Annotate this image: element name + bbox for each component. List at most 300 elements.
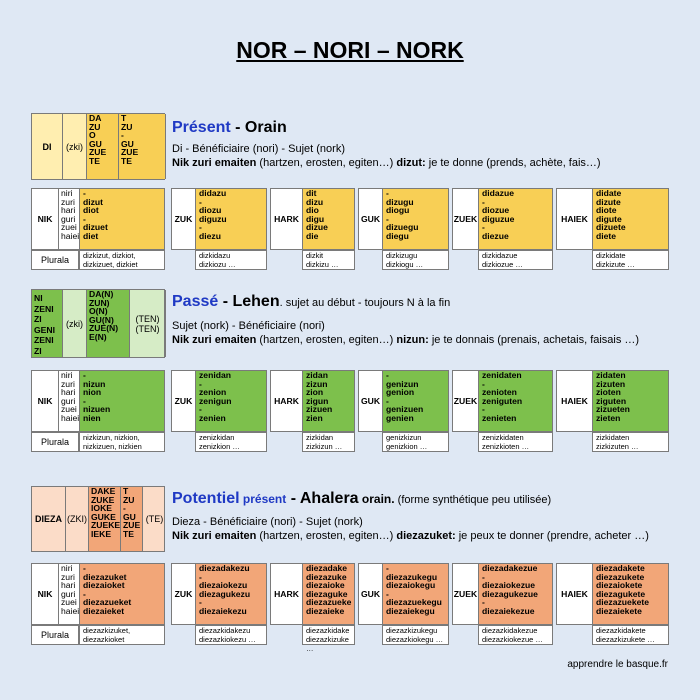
form-line: genien [386, 412, 414, 423]
form-line: digu [306, 213, 325, 224]
conj-group-zuek [452, 370, 553, 432]
heading-separator: - [218, 293, 233, 310]
form-line: dizuete [596, 222, 626, 233]
plural-line: diezazkiokezue … [482, 635, 543, 644]
form-line: diegu [386, 230, 409, 241]
section-heading-potentiel [172, 490, 551, 508]
person-label: ZUK [174, 589, 193, 599]
form-line: diezaiekete [596, 605, 642, 616]
form-line: nion [83, 387, 102, 398]
form-line: zigun [306, 395, 329, 406]
plural-line: dizkidazue [482, 251, 518, 260]
plural-line: diezazkidake [306, 626, 350, 635]
plural-forms [478, 250, 553, 270]
form-line: zenioten [482, 387, 517, 398]
conj-forms [80, 371, 164, 423]
form-line: - [199, 571, 202, 582]
form-line: zeniguten [482, 395, 523, 406]
form-line: ziguten [596, 395, 627, 406]
plural-line: zizkizun … [306, 442, 343, 451]
person-cell [359, 564, 383, 624]
person-label: NIK [37, 214, 53, 224]
person-cell [359, 189, 383, 249]
key-nork-cell [121, 487, 143, 551]
plural-line: diezazkioket [83, 635, 125, 644]
key-zki-cell [63, 290, 87, 357]
person-label: GUK [360, 589, 381, 599]
conj-forms [593, 371, 668, 423]
key-nork-list [119, 114, 165, 166]
form-line: - [482, 571, 485, 582]
form-line: nizuen [83, 404, 111, 415]
plural-line: dizkizu … [306, 260, 339, 269]
form-line: hari [61, 580, 76, 591]
form-line: nizun [83, 378, 106, 389]
conj-group-hark [270, 370, 355, 432]
key-nori-cell [89, 487, 121, 551]
form-line: dizute [596, 196, 621, 207]
section-desc-example [172, 157, 601, 170]
conj-group-guk [358, 188, 449, 250]
person-cell [172, 564, 196, 624]
form-line: didate [596, 188, 622, 198]
key-extra-cell [143, 487, 166, 551]
plural-line: zenizkion … [199, 442, 240, 451]
key-nori-cell [87, 114, 119, 179]
plural-forms [592, 250, 669, 270]
plural-forms [592, 625, 669, 645]
example-subject: Nik zuri emaiten [172, 157, 257, 169]
form-line: zuri [61, 378, 75, 389]
plural-line: diezazkizukegu [386, 626, 438, 635]
form-line: diogu [386, 205, 410, 216]
plural-line: dizkizuet, dizkiet [83, 260, 138, 269]
form-line: haiei [61, 605, 80, 616]
form-line: didazue [482, 188, 514, 198]
plural-line: diezazkidakezu [199, 626, 251, 635]
example-verbs: (hartzen, erosten, egiten…) [256, 334, 397, 346]
form-line: die [306, 230, 319, 241]
plural-forms [302, 250, 355, 270]
section-desc-roles: Di - Bénéficiaire (nori) - Sujet (nork) [172, 143, 345, 155]
key-nork-list [121, 487, 142, 539]
key-nori-cell [87, 290, 130, 357]
heading-basque: Ahalera [299, 490, 359, 507]
person-label: ZUEK [453, 589, 478, 599]
conj-forms [593, 189, 668, 241]
conj-group-haiek [556, 188, 669, 250]
conj-group-hark [270, 188, 355, 250]
form-line: diezagukezue [482, 588, 538, 599]
forms-cell [593, 564, 668, 624]
form-line: guri [61, 213, 76, 224]
form-line: nien [83, 412, 101, 423]
plural-forms [478, 432, 553, 452]
forms-cell [383, 189, 448, 249]
conj-group-guk [358, 370, 449, 432]
conj-forms [196, 371, 266, 423]
form-line: - [199, 404, 202, 415]
plural-forms [79, 250, 165, 270]
forms-cell [303, 564, 354, 624]
form-line: diezaiekezue [482, 605, 535, 616]
form-line: diezazuekete [596, 597, 650, 608]
heading-separator: - [230, 119, 245, 136]
form-line: E(N) [89, 331, 107, 342]
form-line: diezazueket [83, 597, 132, 608]
form-line: diguzue [482, 213, 515, 224]
person-cell [172, 371, 196, 431]
form-line: diezadakezue [482, 563, 538, 573]
form-line: niri [61, 563, 73, 573]
form-line: zenion [199, 387, 227, 398]
form-line: dizugu [386, 196, 414, 207]
form-line: niri [61, 370, 73, 380]
conj-forms [479, 189, 552, 241]
form-line: ZUKE [91, 494, 115, 505]
form-line: diote [596, 205, 617, 216]
conj-group-nik [31, 188, 165, 250]
form-line: O(N) [89, 306, 108, 317]
person-cell [359, 371, 383, 431]
form-line: GENI [34, 324, 56, 335]
form-line: diezaiekezu [199, 605, 247, 616]
form-line: dizuegu [386, 222, 419, 233]
conj-group-haiek [556, 370, 669, 432]
form-line: - [482, 404, 485, 415]
form-line: - [386, 213, 389, 224]
form-line: diozue [482, 205, 510, 216]
person-label: NIK [37, 589, 53, 599]
person-label: HAIEK [561, 214, 588, 224]
form-line: zenieten [482, 412, 517, 423]
form-line: - [83, 188, 86, 198]
plural-forms [478, 625, 553, 645]
plural-line: diezazkidakete [596, 626, 646, 635]
plural-forms [79, 432, 165, 452]
plural-line: zenizkidaten [482, 433, 524, 442]
form-line: - [199, 222, 202, 233]
person-label: ZUEK [453, 214, 478, 224]
form-line: diezaioket [83, 580, 125, 591]
forms-cell [80, 189, 164, 249]
form-line: TE [89, 155, 100, 166]
plural-forms [382, 432, 449, 452]
plural-line: dizkidate [596, 251, 626, 260]
plural-forms [302, 432, 355, 452]
person-cell [557, 371, 593, 431]
plural-line: diezazkidakezue [482, 626, 538, 635]
person-cell [271, 564, 303, 624]
form-line: diezazukegu [386, 571, 438, 582]
plural-forms [592, 432, 669, 452]
person-cell [271, 371, 303, 431]
key-nori-list [87, 114, 118, 166]
person-label: ZUK [174, 396, 193, 406]
plural-line: dizkizugu [386, 251, 418, 260]
conj-forms [479, 371, 552, 423]
form-line: - [199, 378, 202, 389]
plural-line: zizkizuten … [596, 442, 639, 451]
form-line: ZI [34, 345, 42, 356]
section-desc-example [172, 530, 649, 543]
form-line: diezaioke [306, 580, 345, 591]
plural-line: genizkion … [386, 442, 428, 451]
example-translation: je te donnais (prenais, achetais, faisais …) [428, 334, 640, 346]
forms-cell [479, 189, 552, 249]
form-line: didazu [199, 188, 227, 198]
form-line: zuei [61, 222, 77, 233]
form-line: - [386, 563, 389, 573]
form-line: - [83, 213, 86, 224]
form-line: zizun [306, 378, 328, 389]
form-line: genizun [386, 378, 419, 389]
form-line: DA [89, 113, 102, 123]
form-line: zion [306, 387, 324, 398]
forms-cell [479, 371, 552, 431]
form-line: haiei [61, 412, 80, 423]
form-line: IEKE [91, 528, 112, 539]
plural-line: nizkizun, nizkion, [83, 433, 140, 442]
conj-group-hark [270, 563, 355, 625]
plural-line: dizkit [306, 251, 324, 260]
form-line: zenien [199, 412, 226, 423]
form-line: T [123, 486, 129, 496]
person-label: NIK [37, 396, 53, 406]
form-line: genizuen [386, 404, 424, 415]
plural-forms [195, 432, 267, 452]
form-line: diezaiokezu [199, 580, 248, 591]
page-title: NOR – NORI – NORK [236, 37, 464, 63]
person-cell [172, 189, 196, 249]
person-label: HARK [274, 214, 299, 224]
form-line: haiei [61, 230, 80, 241]
form-line: - [199, 196, 202, 207]
person-label: HAIEK [561, 589, 588, 599]
plural-line: dizkiozu … [199, 260, 236, 269]
person-cell [32, 371, 59, 431]
form-line: - [83, 370, 86, 380]
form-line: - [121, 130, 124, 141]
form-line: - [83, 395, 86, 406]
key-box-present [31, 113, 165, 180]
forms-cell [80, 371, 164, 431]
form-line: diezu [199, 230, 221, 241]
plurala-label: Plurala [31, 250, 79, 270]
example-subject: Nik zuri emaiten [172, 334, 257, 346]
form-line: diezazueke [306, 597, 352, 608]
form-line: - [386, 188, 389, 198]
key-root-label: DI [42, 141, 52, 152]
form-line: diezaiokezue [482, 580, 536, 591]
person-cell [32, 189, 59, 249]
conj-forms [593, 564, 668, 616]
form-line: ZUE [123, 520, 141, 531]
plural-line: diezazkizukete … [596, 635, 655, 644]
form-line: - [386, 588, 389, 599]
section-desc-example [172, 334, 639, 347]
example-form: nizun: [396, 334, 429, 346]
conj-group-haiek [556, 563, 669, 625]
person-label: ZUK [174, 214, 193, 224]
form-line: - [199, 597, 202, 608]
form-line: dit [306, 188, 317, 198]
form-line: - [482, 196, 485, 207]
key-nork-item: (TEN) [135, 323, 160, 334]
plural-forms [382, 625, 449, 645]
heading-tense: Passé [172, 293, 219, 310]
conj-group-zuek [452, 563, 553, 625]
form-line: zizuten [596, 378, 626, 389]
forms-cell [303, 189, 354, 249]
plural-line: dizkizut, dizkiot, [83, 251, 136, 260]
example-verbs: (hartzen, erosten, egiten…) [256, 530, 397, 542]
conj-forms [383, 189, 448, 241]
plural-line: dizkiozue … [482, 260, 523, 269]
conj-forms [303, 564, 354, 616]
conj-forms [383, 564, 448, 616]
key-nork-item: (TEN) [135, 313, 160, 324]
key-zki-cell [66, 487, 89, 551]
form-line: zenidan [199, 370, 231, 380]
key-zki-label: (zki) [66, 318, 83, 329]
form-line: diezue [482, 230, 509, 241]
pronoun-cell [59, 564, 80, 624]
form-line: diezadakete [596, 563, 645, 573]
pronoun-list [59, 189, 79, 241]
person-cell [557, 189, 593, 249]
key-root-cell [32, 290, 63, 357]
person-cell [32, 564, 59, 624]
form-line: ZENI [34, 303, 54, 314]
form-line: - [386, 370, 389, 380]
person-cell [453, 564, 479, 624]
form-line: diezazuket [83, 571, 127, 582]
plural-line: zizkidan [306, 433, 334, 442]
form-line: NI [34, 293, 43, 303]
plurala-label: Plurala [31, 432, 79, 452]
form-line: TE [123, 528, 134, 539]
form-line: DA(N) [89, 289, 114, 299]
form-line: ZUN) [89, 297, 110, 308]
plural-forms [79, 625, 165, 645]
key-box-potentiel [31, 486, 165, 552]
form-line: diozu [199, 205, 222, 216]
key-extra-label: (TE) [145, 514, 164, 524]
conj-forms [80, 189, 164, 241]
section-heading-passe [172, 293, 450, 311]
person-label: ZUEK [453, 396, 478, 406]
form-line: diezadakezu [199, 563, 250, 573]
form-line: dizue [306, 222, 328, 233]
person-label: GUK [360, 396, 381, 406]
heading-tense-qualifier: présent [239, 492, 287, 506]
form-line: diezazuekegu [386, 597, 442, 608]
form-line: - [123, 503, 126, 514]
plurala-label: Plurala [31, 625, 79, 645]
heading-basque: Orain [244, 119, 287, 136]
conj-forms [196, 189, 266, 241]
forms-cell [303, 371, 354, 431]
example-verbs: (hartzen, erosten, egiten…) [256, 157, 397, 169]
person-label: HAIEK [561, 396, 588, 406]
heading-basque-qualifier: orain. [358, 492, 395, 506]
form-line: ZU [121, 121, 133, 132]
pronoun-cell [59, 371, 80, 431]
form-line: hari [61, 205, 76, 216]
plural-line: zenizkioten … [482, 442, 530, 451]
form-line: diguzu [199, 213, 227, 224]
form-line: diot [83, 205, 99, 216]
person-cell [557, 564, 593, 624]
form-line: diete [596, 230, 617, 241]
form-line: - [83, 588, 86, 599]
form-line: dizu [306, 196, 324, 207]
form-line: zuei [61, 404, 77, 415]
form-line: diezagukezu [199, 588, 251, 599]
conj-group-zuek [452, 188, 553, 250]
plural-line: diezazkizuket, [83, 626, 131, 635]
form-line: ZU [123, 494, 135, 505]
form-line: zieten [596, 412, 621, 423]
key-zki-label: (ZKI) [67, 514, 87, 524]
pronoun-list [59, 371, 79, 423]
form-line: - [482, 222, 485, 233]
key-zki-cell [63, 114, 87, 179]
form-line: diezazuke [306, 571, 347, 582]
conj-forms [383, 371, 448, 423]
forms-cell [593, 189, 668, 249]
plural-line: dizkizute … [596, 260, 635, 269]
form-line: zidan [306, 370, 328, 380]
example-translation: je te donne (prends, achète, fais…) [425, 157, 601, 169]
plural-forms [382, 250, 449, 270]
form-line: diezaiekegu [386, 605, 435, 616]
form-line: IOKE [91, 503, 113, 514]
form-line: - [83, 563, 86, 573]
form-line: GU [123, 511, 136, 522]
section-desc-roles: Sujet (nork) - Bénéficiaire (nori) [172, 320, 325, 332]
form-line: - [482, 597, 485, 608]
form-line: dizut [83, 196, 104, 207]
form-line: hari [61, 387, 76, 398]
plural-line: diezazkiokezu … [199, 635, 256, 644]
form-line: zuri [61, 196, 75, 207]
form-line: ZUEKE [91, 520, 121, 531]
form-line: ZUE(N) [89, 323, 119, 334]
form-line: GU [121, 138, 134, 149]
example-form: dizut: [396, 157, 426, 169]
form-line: GU(N) [89, 314, 114, 325]
forms-cell [196, 564, 266, 624]
pronoun-list [59, 564, 79, 616]
form-line: ZU [89, 121, 101, 132]
form-line: ZENI [34, 335, 54, 345]
key-nork-cell [119, 114, 166, 179]
form-line: zioten [596, 387, 621, 398]
person-cell [453, 371, 479, 431]
conj-group-nik [31, 563, 165, 625]
person-cell [453, 189, 479, 249]
form-line: ZUE [121, 147, 139, 158]
form-line: TE [121, 155, 132, 166]
plural-line: zizkidaten [596, 433, 630, 442]
conj-group-zuk [171, 563, 267, 625]
form-line: diezaieke [306, 605, 345, 616]
key-root-cell [32, 487, 66, 551]
form-line: ZUE [89, 147, 107, 158]
example-subject: Nik zuri emaiten [172, 530, 257, 542]
